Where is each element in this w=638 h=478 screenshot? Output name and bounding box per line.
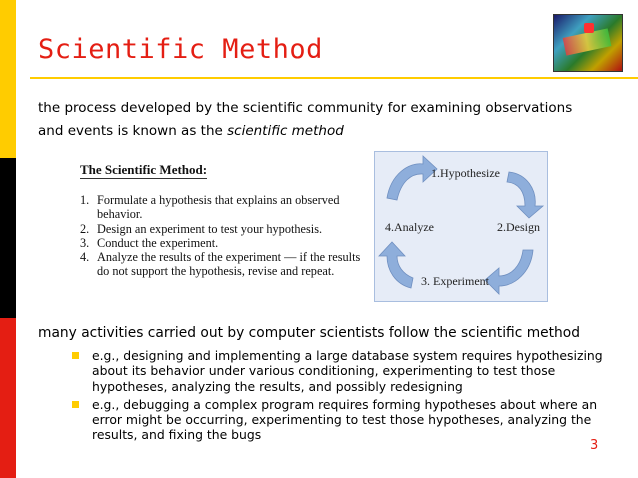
cycle-label-design: 2.Design [497,220,540,234]
intro-paragraph [38,97,598,143]
sidebar-bar-yellow [0,0,16,158]
list-item [72,348,612,394]
list-item [72,397,612,443]
step-number: 2. [80,221,90,236]
list-item [80,250,372,278]
cycle-label-experiment: 3. Experiment [421,274,489,288]
list-item [80,193,372,221]
step-number: 4. [80,250,90,265]
bullet-text: e.g., designing and implementing a large database system requires hypothesizing about its behavior under various conditioning, experimenting to test those hypotheses, analyzing the results, and possibly redesigning [92,348,603,394]
arrow-icon-top-right [507,172,543,218]
method-steps-figure [80,163,372,278]
list-item [80,222,372,236]
sidebar-bar-red [0,318,16,478]
bullet-list [72,348,612,446]
step-text: Design an experiment to test your hypothesis. [97,221,323,236]
intro-text: the process developed by the scientific community for examining observations and events is known as the [38,100,573,139]
step-number: 1. [80,193,90,208]
page-number: 3 [590,438,599,453]
cycle-label-analyze: 4.Analyze [385,220,434,234]
arrow-icon-bottom-right [485,250,533,294]
sidebar-bar-black [0,158,16,318]
slide-title: Scientific Method [38,34,323,65]
figure-heading: The Scientific Method: [80,163,207,179]
bullet-text: e.g., debugging a complex program requires forming hypotheses about where an error might be occurring, experimenting to test those hypotheses, analyzing the results, and fixing the bugs [92,396,598,443]
bullet-square-icon [72,352,79,359]
title-divider [30,77,638,79]
bullet-square-icon [72,401,79,408]
section-heading: many activities carried out by computer scientists follow the scientific method [38,325,580,341]
logo-dot [584,23,594,33]
arrow-icon-bottom-left [379,242,413,288]
logo-image [553,14,623,72]
step-text: Analyze the results of the experiment — if the results do not support the hypothesis, revise and repeat. [97,250,361,279]
method-cycle-diagram [374,151,548,302]
list-item [80,236,372,250]
step-text: Formulate a hypothesis that explains an observed behavior. [97,193,340,222]
step-text: Conduct the experiment. [97,235,219,250]
arrow-icon-top-left [387,156,437,200]
step-number: 3. [80,235,90,250]
cycle-label-hypothesize: 1.Hypothesize [431,166,500,180]
intro-emphasis: scientific method [227,123,344,139]
